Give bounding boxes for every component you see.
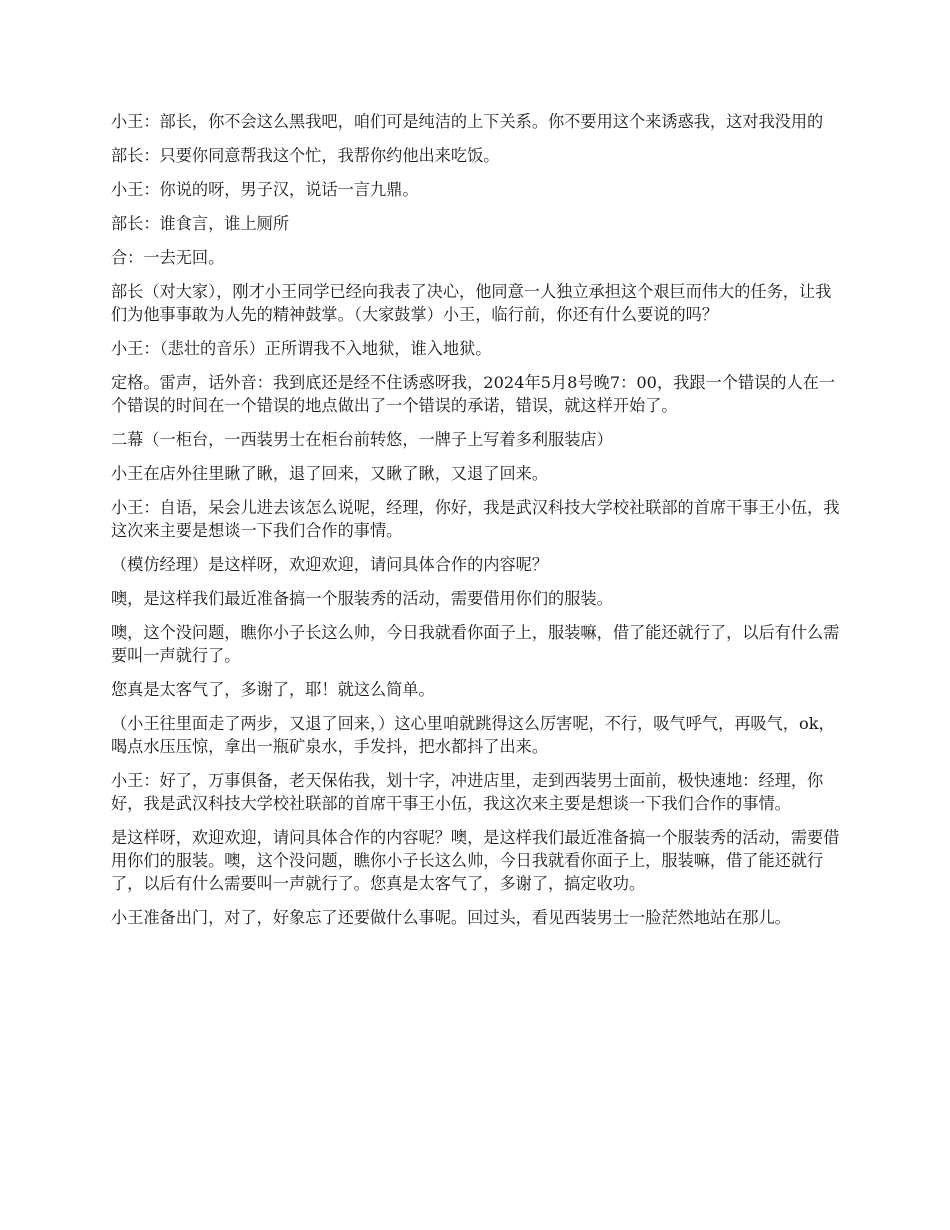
paragraph: 定格。雷声，话外音：我到底还是经不住诱惑呀我，2024年5月8号晚7：00，我跟一个错误的人在一个错误的时间在一个错误的地点做出了一个错误的承诺，错误，就这样开始了。 (111, 373, 836, 415)
paragraph: 小王：自语，呆会儿进去该怎么说呢，经理，你好，我是武汉科技大学校社联部的首席干事王小伍，我这次来主要是想谈一下我们合作的事情。 (111, 498, 840, 540)
paragraph: 二幕（一柜台，一西装男士在柜台前转悠，一牌子上写着多利服装店） (111, 430, 613, 449)
paragraph: 部长：谁食言，谁上厕所 (111, 214, 290, 233)
paragraph: （模仿经理）是这样呀，欢迎欢迎，请问具体合作的内容呢？ (111, 555, 549, 574)
paragraph: （小王往里面走了两步，又退了回来，）这心里咱就跳得这么厉害呢，不行，吸气呼气，再吸气，ok，喝点水压压惊，拿出一瓶矿泉水，手发抖，把水都抖了出来。 (111, 714, 835, 756)
document-body (111, 110, 841, 940)
paragraph: 小王：（悲壮的音乐）正所谓我不入地狱，谁入地狱。 (111, 339, 492, 358)
paragraph: 小王：好了，万事俱备，老天保佑我，划十字，冲进店里，走到西装男士面前，极快速地：经理，你好，我是武汉科技大学校社联部的首席干事王小伍，我这次来主要是想谈一下我们合作的事情。 (111, 771, 824, 813)
paragraph: 噢，是这样我们最近准备搞一个服装秀的活动，需要借用你们的服装。 (111, 589, 613, 608)
paragraph: 部长（对大家），刚才小王同学已经向我表了决心，他同意一人独立承担这个艰巨而伟大的任务，让我们为他事事敢为人先的精神鼓掌。（大家鼓掌）小王，临行前，你还有什么要说的吗？ (111, 282, 832, 324)
paragraph: 小王准备出门，对了，好象忘了还要做什么事呢。回过头，看见西装男士一脸茫然地站在那儿。 (111, 908, 791, 927)
paragraph: 您真是太客气了，多谢了，耶！就这么简单。 (111, 680, 435, 699)
paragraph: 是这样呀，欢迎欢迎，请问具体合作的内容呢？噢，是这样我们最近准备搞一个服装秀的活动，需要借用你们的服装。噢，这个没问题，瞧你小子长这么帅，今日我就看你面子上，服装嘛，借了能还就行了，以后有什么需要叫一声就行了。您真是太客气了，多谢了，搞定收功。 (111, 828, 840, 893)
paragraph: 小王：你说的呀，男子汉，说话一言九鼎。 (111, 180, 419, 199)
paragraph: 小王：部长，你不会这么黑我吧，咱们可是纯洁的上下关系。你不要用这个来诱惑我，这对我没用的 (111, 112, 824, 131)
paragraph: 部长：只要你同意帮我这个忙，我帮你约他出来吃饭。 (111, 146, 500, 165)
paragraph: 小王在店外往里瞅了瞅，退了回来，又瞅了瞅，又退了回来。 (111, 464, 549, 483)
paragraph: 合：一去无回。 (111, 248, 225, 267)
paragraph: 噢，这个没问题，瞧你小子长这么帅，今日我就看你面子上，服装嘛，借了能还就行了，以后有什么需要叫一声就行了。 (111, 623, 840, 665)
